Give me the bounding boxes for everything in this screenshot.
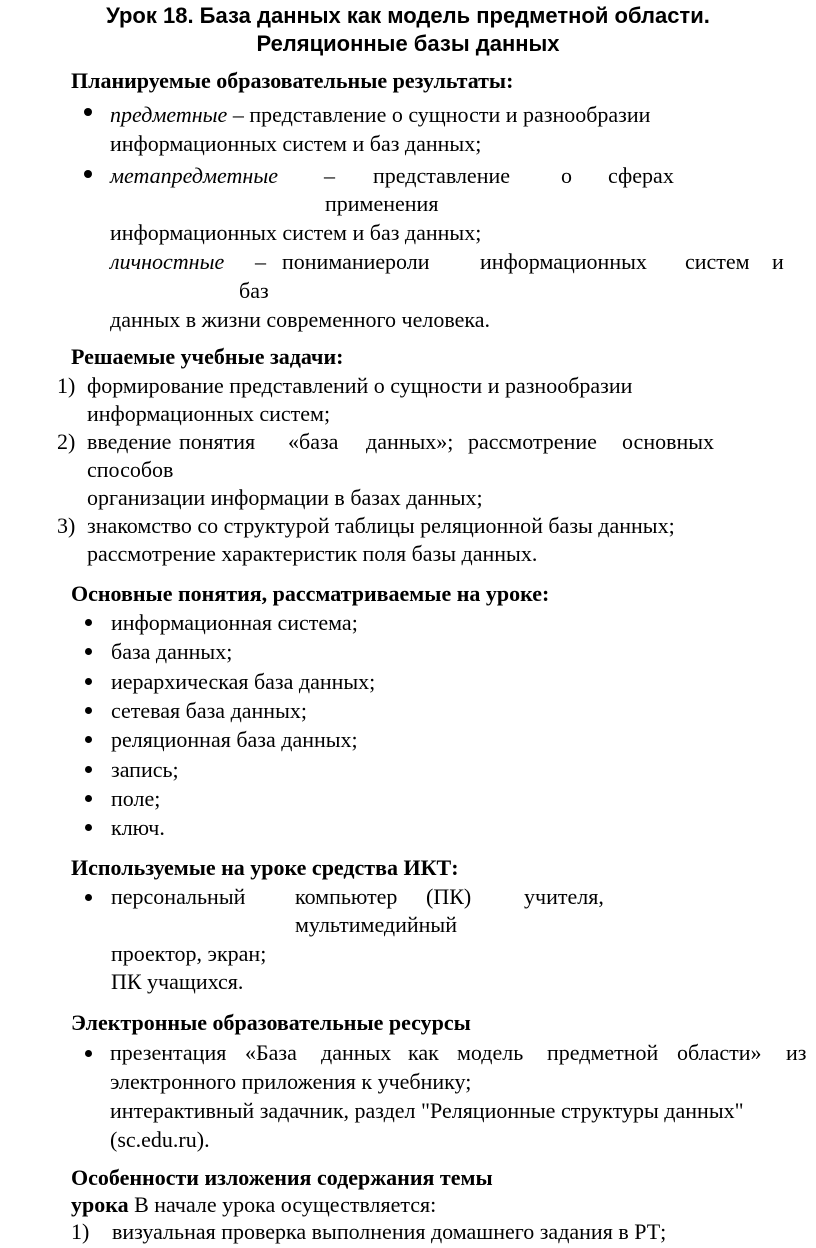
feature-item-text: визуальная проверка выполнения домашнего задания в РТ; <box>112 1219 667 1244</box>
lesson-text: В начале урока осуществляется: <box>128 1192 437 1217</box>
bullet-icon <box>85 1050 92 1057</box>
bullet-icon <box>85 707 92 714</box>
ict-word: учителя, <box>524 884 604 909</box>
meta-word: представление <box>373 163 511 188</box>
bullet-icon <box>85 736 92 743</box>
eor-word: как <box>408 1040 439 1065</box>
task-word: основных <box>622 429 715 454</box>
concept-item: запись; <box>111 757 179 782</box>
ict-text-line-2: мультимедийный <box>295 912 457 937</box>
features-heading: Особенности изложения содержания темы <box>71 1165 493 1190</box>
eor-word: предметной <box>547 1040 659 1065</box>
task-number: 1) <box>57 373 76 398</box>
eor-text-line-2: электронного приложения к учебнику; <box>110 1069 472 1094</box>
meta-text-line-3: информационных систем и баз данных; <box>110 220 482 245</box>
ict-text-line-4: ПК учащихся. <box>111 969 244 994</box>
features-intro <box>71 1192 436 1218</box>
personal-word: понимание <box>282 249 386 274</box>
concepts-heading: Основные понятия, рассматриваемые на уроке: <box>71 581 550 606</box>
bullet-icon <box>85 766 92 773</box>
personal-dash: – <box>255 249 266 274</box>
eor-text-line-4: (sc.edu.ru). <box>110 1127 210 1152</box>
bullet-icon <box>84 108 92 116</box>
bullet-icon <box>85 824 92 831</box>
task-word: понятия <box>179 429 256 454</box>
task-word: введение <box>87 429 172 454</box>
meta-term: метапредметные <box>110 163 278 188</box>
ict-word: персональный <box>111 884 246 909</box>
concept-item: реляционная база данных; <box>111 727 358 752</box>
bullet-icon <box>85 795 92 802</box>
lesson-title-line-1: Урок 18. База данных как модель предметной области. <box>106 3 710 28</box>
ict-word: (ПК) <box>426 884 472 909</box>
task-word: «база <box>288 429 339 454</box>
subject-term: предметные <box>110 102 228 127</box>
task-text: знакомство со структурой таблицы реляционной базы данных; <box>87 513 675 538</box>
meta-word: сферах <box>608 163 674 188</box>
task-word: рассмотрение <box>468 429 597 454</box>
meta-dash: – <box>324 163 335 188</box>
eor-heading: Электронные образовательные ресурсы <box>71 1010 471 1035</box>
tasks-heading: Решаемые учебные задачи: <box>71 344 344 369</box>
meta-word: о <box>561 163 572 188</box>
task-word: данных»; <box>366 429 454 454</box>
bullet-icon <box>85 894 92 901</box>
task-text: организации информации в базах данных; <box>87 485 483 510</box>
concept-item: информационная система; <box>111 610 358 635</box>
personal-text-line-3: данных в жизни современного человека. <box>110 307 490 332</box>
ict-word: компьютер <box>295 884 398 909</box>
subject-text-line-2: информационных систем и баз данных; <box>110 131 482 156</box>
lesson-word: урока <box>71 1192 129 1217</box>
task-number: 3) <box>57 513 76 538</box>
concept-item: сетевая база данных; <box>111 698 307 723</box>
personal-word: роли <box>385 249 430 274</box>
task-text: рассмотрение характеристик поля базы данных. <box>87 541 538 566</box>
personal-word: систем <box>685 249 750 274</box>
task-text: способов <box>87 457 174 482</box>
bullet-icon <box>85 678 92 685</box>
personal-word: информационных <box>480 249 647 274</box>
bullet-icon <box>85 619 92 626</box>
bullet-icon <box>84 170 92 178</box>
eor-word: данных <box>321 1040 392 1065</box>
eor-text-line-3: интерактивный задачник, раздел "Реляционные структуры данных" <box>110 1098 744 1123</box>
eor-word: модель <box>457 1040 524 1065</box>
eor-word: из <box>786 1040 807 1065</box>
bullet-icon <box>85 648 92 655</box>
concept-item: иерархическая база данных; <box>111 669 376 694</box>
concept-item: ключ. <box>111 815 165 840</box>
eor-word: презентация <box>110 1040 227 1065</box>
task-text: формирование представлений о сущности и разнообразии <box>87 373 633 398</box>
ict-text-line-3: проектор, экран; <box>111 941 267 966</box>
personal-term: личностные <box>110 249 225 274</box>
eor-word: «База <box>245 1040 297 1065</box>
personal-text-line-2: баз <box>239 278 269 303</box>
subject-result <box>110 102 650 128</box>
subject-text: – представление о сущности и разнообразии <box>232 102 651 127</box>
task-number: 2) <box>57 429 76 454</box>
eor-word: области» <box>677 1040 762 1065</box>
lesson-title-line-2: Реляционные базы данных <box>256 31 560 56</box>
ict-heading: Используемые на уроке средства ИКТ: <box>71 855 459 880</box>
results-heading: Планируемые образовательные результаты: <box>71 68 514 93</box>
personal-word: и <box>772 249 784 274</box>
meta-text-line-2: применения <box>325 191 439 216</box>
concept-item: поле; <box>111 786 161 811</box>
feature-item-number: 1) <box>71 1219 90 1244</box>
task-text: информационных систем; <box>87 401 331 426</box>
concept-item: база данных; <box>111 639 233 664</box>
